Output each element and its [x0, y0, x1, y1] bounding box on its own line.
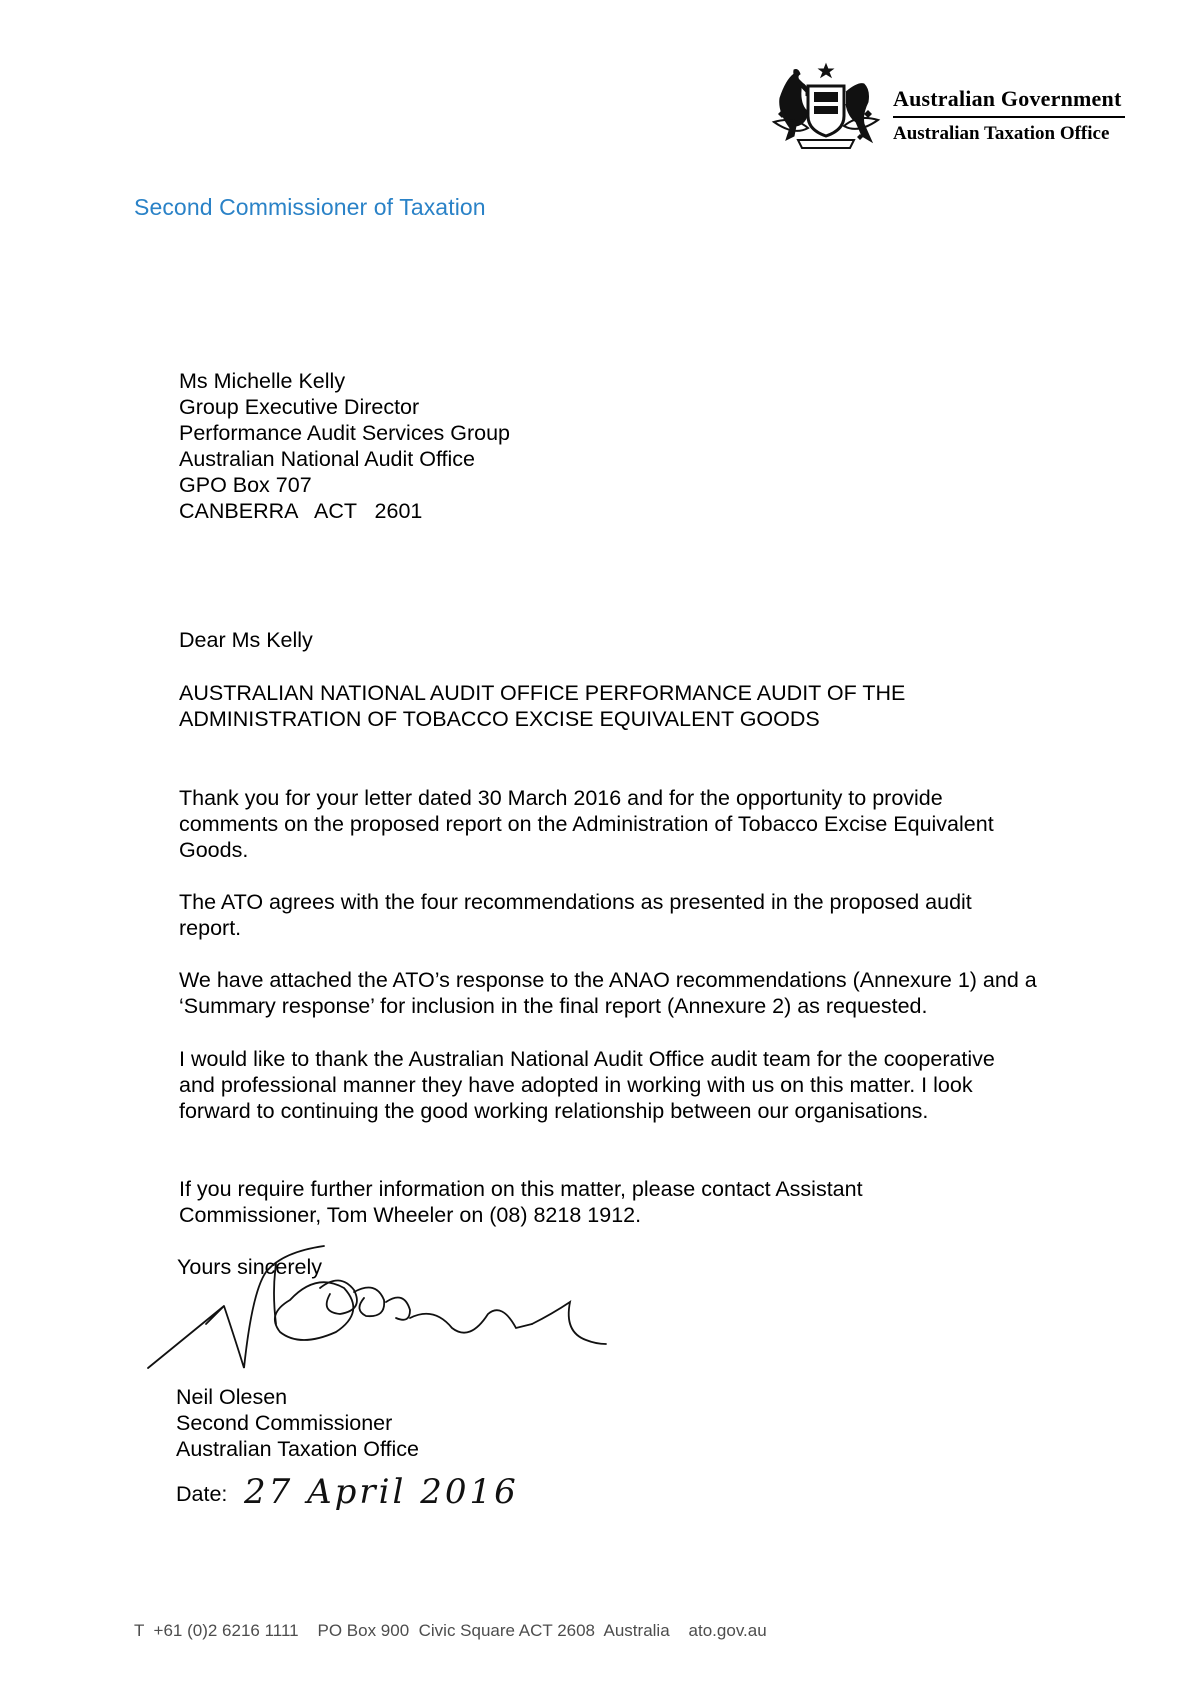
- letter-subject: AUSTRALIAN NATIONAL AUDIT OFFICE PERFORMANCE AUDIT OF THE ADMINISTRATION OF TOBACCO EXCISE EQUIVALENT GOODS: [179, 681, 906, 731]
- address-line: Ms Michelle Kelly: [179, 369, 346, 393]
- agency-name: Australian Taxation Office: [893, 123, 1110, 144]
- body-paragraph: The ATO agrees with the four recommendations as presented in the proposed audit report.: [179, 890, 972, 940]
- address-line: CANBERRA ACT 2601: [179, 499, 423, 523]
- government-name: Australian Government: [893, 86, 1122, 111]
- body-paragraph: Thank you for your letter dated 30 March 2016 and for the opportunity to provide comments on the proposed report on the Administration of Tobacco Excise Equivalent Goods.: [179, 786, 994, 862]
- address-line: Australian National Audit Office: [179, 447, 475, 471]
- closing: Yours sincerely: [177, 1255, 322, 1279]
- date-label: Date:: [176, 1482, 228, 1506]
- date-row: [176, 1472, 596, 1532]
- signer-block: [176, 1384, 1056, 1462]
- office-title: Second Commissioner of Taxation: [134, 194, 486, 220]
- signer-organisation: Australian Taxation Office: [176, 1437, 420, 1461]
- letterhead-divider: [893, 116, 1125, 118]
- salutation: Dear Ms Kelly: [179, 628, 313, 652]
- address-line: GPO Box 707: [179, 473, 312, 497]
- handwritten-date: 27 April 2016: [244, 1472, 519, 1512]
- body-paragraph: I would like to thank the Australian National Audit Office audit team for the cooperative and professional manner they have adopted in working with us on this matter. I look forward to continuing the good working relationship between our organisations.: [179, 1047, 995, 1123]
- address-line: Group Executive Director: [179, 395, 420, 419]
- government-branding: [893, 86, 1125, 145]
- address-line: Performance Audit Services Group: [179, 421, 511, 445]
- body-paragraph: We have attached the ATO’s response to the ANAO recommendations (Annexure 1) and a ‘Summary response’ for inclusion in the final report (Annexure 2) as requested.: [179, 968, 1037, 1018]
- footer-contact: T +61 (0)2 6216 1111 PO Box 900 Civic Square ACT 2608 Australia ato.gov.au: [134, 1621, 767, 1640]
- signer-title: Second Commissioner: [176, 1411, 393, 1435]
- recipient-address: [179, 368, 1059, 524]
- body-paragraph: If you require further information on this matter, please contact Assistant Commissioner, Tom Wheeler on (08) 8218 1912.: [179, 1177, 863, 1227]
- signer-name: Neil Olesen: [176, 1385, 288, 1409]
- coat-of-arms-logo: [768, 62, 884, 154]
